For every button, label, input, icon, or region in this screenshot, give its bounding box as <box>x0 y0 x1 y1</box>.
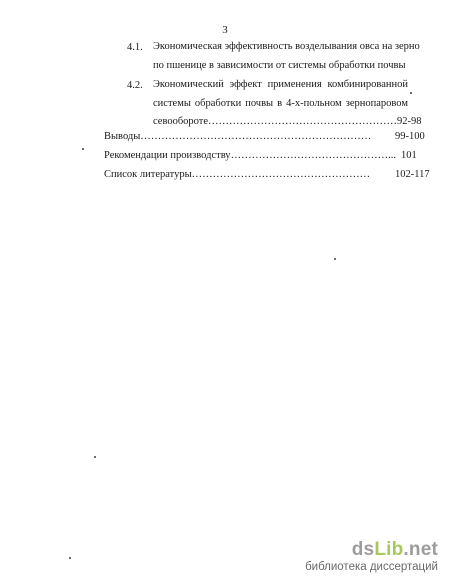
page-number: 3 <box>222 24 228 36</box>
scan-speck <box>94 456 96 458</box>
entry-pages: 101 <box>401 150 417 161</box>
section-title <box>153 38 420 75</box>
entry-leader-dots: ………………………………………………………… <box>140 131 372 142</box>
section-title-line: Экономическая эффективность возделывания овса на зерно <box>153 41 420 52</box>
scan-speck <box>69 557 71 559</box>
scan-speck <box>410 92 412 94</box>
watermark-subtitle: библиотека диссертаций <box>305 561 438 573</box>
section-title-line: системы обработки почвы в 4-х-польном зернопаровом <box>153 97 408 109</box>
section-title-line: севообороте………………………………………………92-98 <box>153 116 422 127</box>
entry-pages: 102-117 <box>395 169 430 180</box>
entry-pages: 99-100 <box>395 131 425 142</box>
section-number: 4.2. <box>127 80 143 91</box>
toc-entry-recommendations <box>104 150 417 161</box>
toc-entry-references <box>104 169 430 180</box>
watermark-logo: dsLib.net <box>351 539 438 560</box>
section-title <box>153 76 422 132</box>
toc-entry-conclusions <box>104 131 425 142</box>
entry-leader-dots: ………………………………………... <box>230 150 396 161</box>
section-title-line: по пшенице в зависимости от системы обработки почвы <box>153 59 406 71</box>
entry-title: Список литературы <box>104 169 192 180</box>
section-number: 4.1. <box>127 42 143 53</box>
scan-speck <box>334 258 336 260</box>
scan-speck <box>82 148 84 150</box>
entry-leader-dots: …………………………………………… <box>191 169 371 180</box>
watermark <box>305 540 438 574</box>
entry-title: Выводы <box>104 131 141 142</box>
section-title-line: Экономический эффект применения комбинированной <box>153 79 408 90</box>
entry-title: Рекомендации производству <box>104 150 231 161</box>
